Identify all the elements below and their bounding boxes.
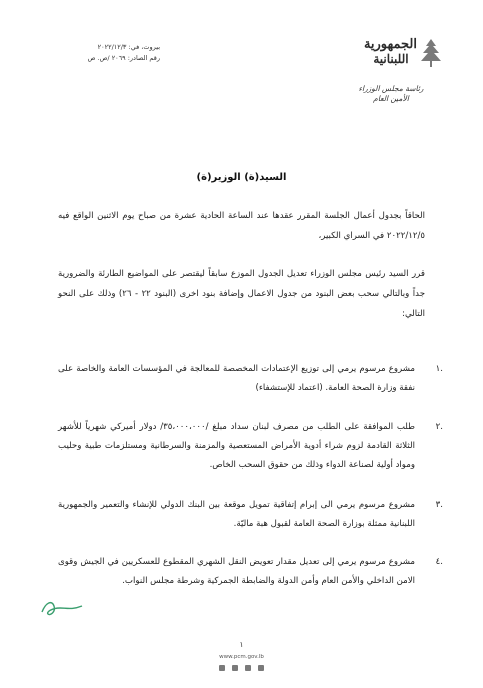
signature-mark [38,596,86,620]
republic-title: الجمهورية اللبنانية [363,37,417,66]
item-text: مشروع مرسوم يرمي إلى توزيع الإعتمادات المخصصة للمعالجة في المؤسسات العامة والخاصة على نفقة وزارة الصحة العامة. (اعتماد للإستشفاء) [58,364,415,393]
cedar-icon [419,38,443,68]
reference-block [70,42,160,64]
footer-url: www.pcm.gov.lb [219,654,264,660]
social-icons [0,664,483,671]
agenda-item [58,418,443,475]
facebook-icon [219,665,225,671]
item-text: مشروع مرسوم يرمي الى إبرام إتفاقية تمويل موقعة بين البنك الدولي للإنشاء والتعمير والجمهورية اللبنانية ممثلة بوزارة الصحة العامة لقبول هبة ماليّة. [58,500,415,529]
footer [0,650,483,678]
youtube-icon [258,665,264,671]
item-number: .٤ [435,557,443,567]
agenda-item [58,553,443,591]
intro-paragraph: الحاقاً بجدول أعمال الجلسة المقرر عقدها عند الساعة الحادية عشرة من صباح يوم الاثنين الواقع فيه ٢٠٢٢/١٢/٥ في السراي الكبير، [58,211,425,241]
twitter-icon [232,665,238,671]
salutation: السيد(ة) الوزير(ة) [196,172,287,183]
reference-number: رقم الصادر: ٢٠٦٩ /ص. ص [87,54,160,62]
item-text: مشروع مرسوم يرمي إلى تعديل مقدار تعويض النقل الشهري المقطوع للعسكريين في الجيش وقوى الامن الداخلي والأمن العام وأمن الدولة والضابطة الجمركية وشرطة مجلس النواب. [58,557,415,586]
agenda-item [58,360,443,398]
instagram-icon [245,665,251,671]
issuing-office: رئاسة مجلس الوزراء الأمين العام [358,84,424,103]
date-line: بيروت، في: ٢٠٢٢/١٢/٣ [97,43,160,51]
item-text: طلب الموافقة على الطلب من مصرف لبنان سداد مبلغ /٣٥،٠٠٠،٠٠٠/ دولار أميركي شهرياً للأشهر الثلاثة القادمة لزوم شراء أدوية الأمراض المستعصية والمزمنة والسرطانية ومستلزمات طبية وحليب ومواد أولية لصناعة الدواء وذلك من حقوق السحب الخاص. [58,422,415,470]
item-number: .١ [435,364,443,374]
item-number: .٢ [435,422,443,432]
page-number: ١ [239,640,244,649]
item-number: .٣ [435,500,443,510]
decision-paragraph: قرر السيد رئيس مجلس الوزراء تعديل الجدول الموزع سابقاً ليقتصر على المواضيع الطارئة والضرورية جداً وبالتالي سحب بعض البنود من جدول الاعمال وإضافة بنود اخرى (البنود ٢٢ - ٢٦) وذلك على النحو التالي: [58,269,426,319]
agenda-item [58,496,443,534]
